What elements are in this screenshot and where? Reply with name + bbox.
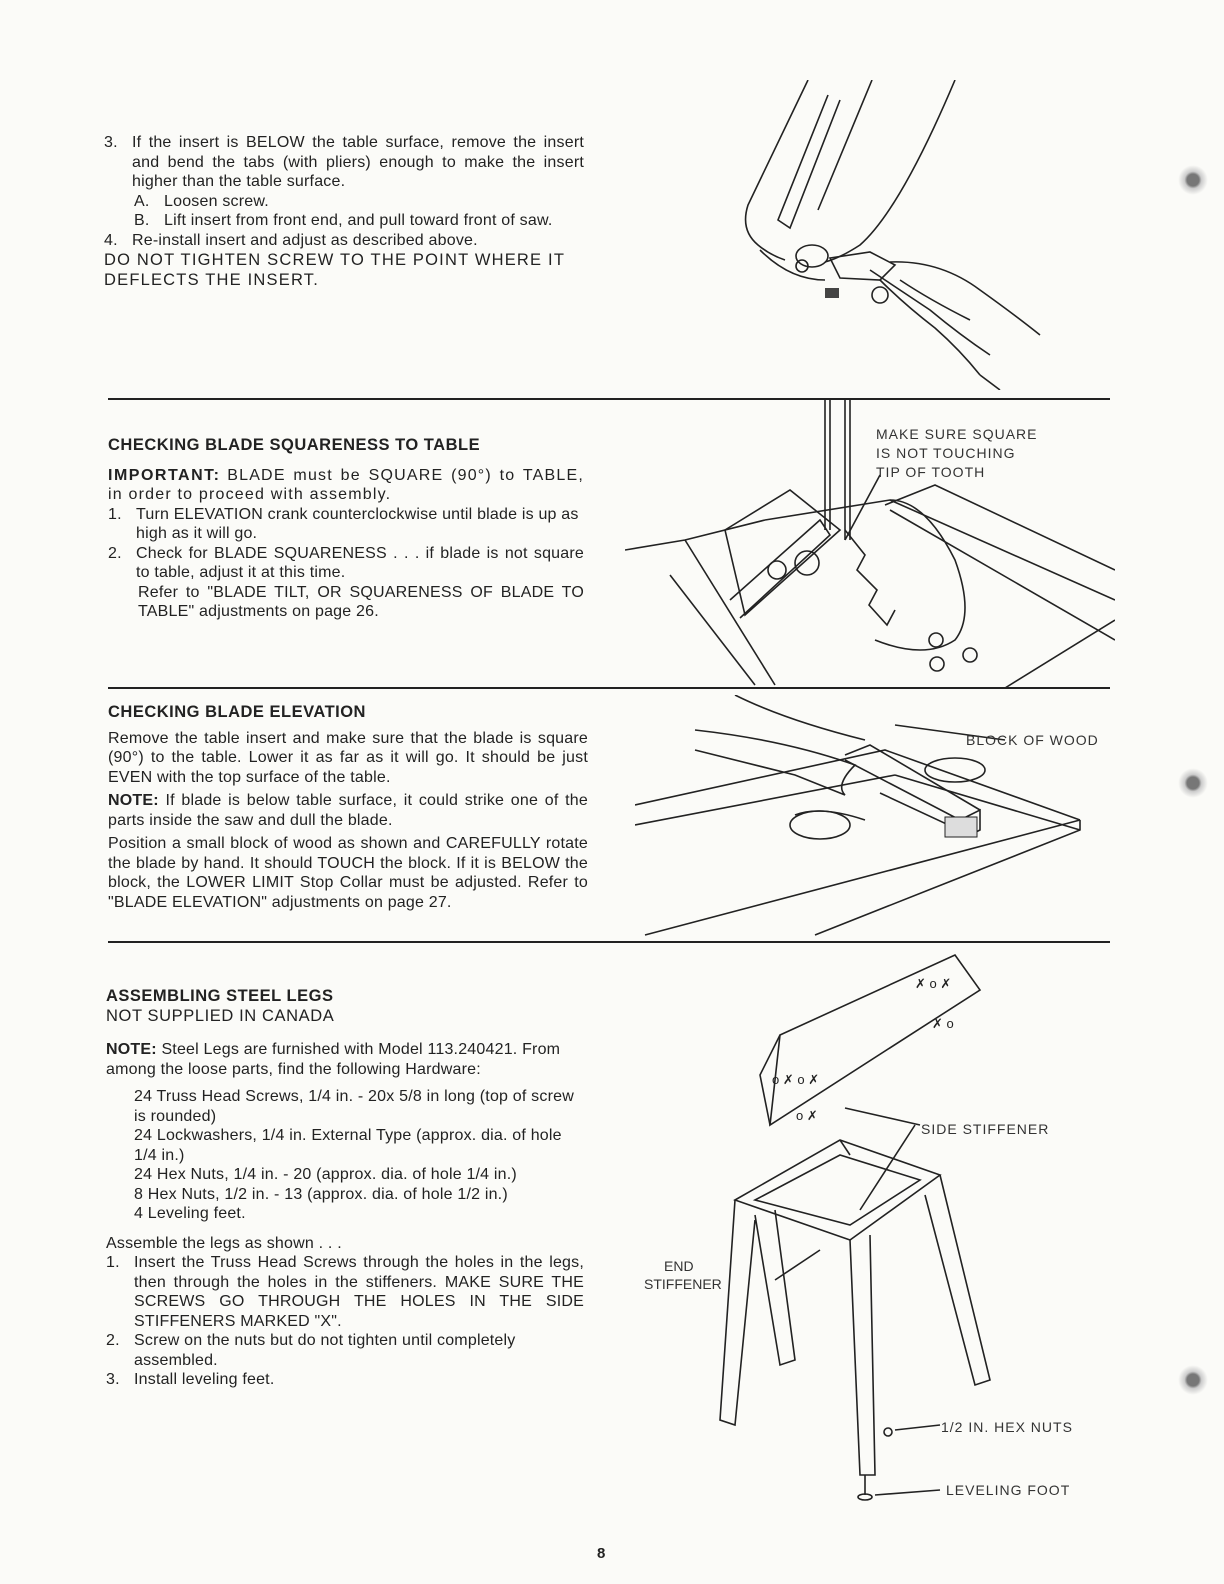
hex-nuts-label: 1/2 IN. HEX NUTS [941,1419,1073,1435]
step-number: 2. [106,1332,120,1349]
side-stiffener-label: SIDE STIFFENER [921,1121,1050,1137]
note-text: If blade is below table surface, it could strike one of the parts inside the saw and dull the blade. [108,792,588,829]
step-1 [108,505,584,544]
note [108,791,588,830]
substep-letter: B. [134,212,150,229]
step-text: Re-install insert and adjust as described above. [132,231,478,249]
blade-square-illustration [625,400,1115,688]
important-label: IMPORTANT: [108,466,221,484]
blade-elevation-section [108,703,588,912]
paragraph-1: Remove the table insert and make sure that the blade is square (90°) to the table. Lower it as far as it will go. It should be just EVEN with the top surface of the table. [108,729,588,786]
paragraph-2: Position a small block of wood as shown and CAREFULLY rotate the blade by hand. It should TOUCH the block. If it is BELOW the block, the LOWER LIMIT Stop Collar must be adjusted. Refer to "BLADE ELEVATION" adjustments on page 27. [108,835,588,911]
insert-instructions [104,133,584,290]
divider-2 [108,687,1110,689]
hardware-list [106,1087,584,1224]
substep-text: Lift insert from front end, and pull toward front of saw. [164,212,553,229]
callout-line-1: MAKE SURE SQUARE [876,426,1038,442]
substep-a [104,192,584,212]
svg-text:✗ o: ✗ o [932,1016,954,1031]
step-4 [104,231,584,251]
step-text: Turn ELEVATION crank counterclockwise until blade is up as high as it will go. [136,505,579,542]
list-item: 24 Hex Nuts, 1/4 in. - 20 (approx. dia. of hole 1/4 in.) [134,1166,517,1183]
step-3 [104,133,584,192]
step-number: 2. [108,544,122,562]
section-heading: ASSEMBLING STEEL LEGS [106,987,334,1005]
blade-squareness-section [108,436,584,622]
note-text: Steel Legs are furnished with Model 113.240421. From among the loose parts, find the following Hardware: [106,1041,561,1078]
note-label: NOTE: [108,792,159,809]
substep-text: Loosen screw. [164,192,269,210]
block-of-wood-label: BLOCK OF WOOD [966,732,1099,748]
step-text: Screw on the nuts but do not tighten until completely assembled. [134,1332,516,1369]
section-heading: CHECKING BLADE SQUARENESS TO TABLE [108,436,481,454]
step-number: 4. [104,231,118,249]
step-text: If the insert is BELOW the table surface, remove the insert and bend the tabs (with pliers) enough to make the insert higher than the table surface. [132,134,584,190]
svg-text:o ✗ o ✗: o ✗ o ✗ [772,1072,820,1087]
svg-text:✗ o ✗: ✗ o ✗ [915,976,952,991]
substep-b [104,211,584,231]
step-2 [108,544,584,583]
refer-text: Refer to "BLADE TILT, OR SQUARENESS OF BLADE TO TABLE" adjustments on page 26. [138,583,584,620]
step-2 [106,1331,584,1370]
callout-line-2: IS NOT TOUCHING [876,445,1016,461]
note-label: NOTE: [106,1041,157,1058]
step-number: 1. [106,1254,120,1271]
steel-legs-section [106,987,584,1390]
step-3 [106,1370,584,1390]
page-number: 8 [597,1545,606,1562]
note [106,1040,584,1079]
substep-letter: A. [134,192,150,210]
end-stiffener-label [644,1257,722,1293]
warning-text: DO NOT TIGHTEN SCREW TO THE POINT WHERE IT DEFLECTS THE INSERT. [104,251,565,289]
step-number: 3. [106,1371,120,1388]
list-item: 24 Lockwashers, 1/4 in. External Type (approx. dia. of hole 1/4 in.) [134,1127,562,1164]
step-1 [106,1253,584,1331]
end-stiffener-line-1: END [664,1258,694,1274]
pliers-insert-illustration [730,80,1050,390]
leveling-foot-label: LEVELING FOOT [946,1482,1071,1498]
binder-hole-middle [1178,768,1208,798]
list-item: 24 Truss Head Screws, 1/4 in. - 20x 5/8 in long (top of screw is rounded) [134,1088,574,1125]
step-text: Check for BLADE SQUARENESS . . . if blade is not square to table, adjust it at this time. [136,544,584,581]
list-item: 8 Hex Nuts, 1/2 in. - 13 (approx. dia. of hole 1/2 in.) [134,1185,508,1203]
step-text: Install leveling feet. [134,1371,275,1388]
assemble-intro: Assemble the legs as shown . . . [106,1234,342,1252]
step-number: 3. [104,134,118,151]
list-item: 4 Leveling feet. [134,1205,246,1222]
binder-hole-top [1178,165,1208,195]
svg-text:o ✗: o ✗ [796,1108,818,1123]
important-note [108,466,584,505]
binder-hole-bottom [1178,1365,1208,1395]
section-heading: CHECKING BLADE ELEVATION [108,703,366,721]
section-subheading: NOT SUPPLIED IN CANADA [106,1006,335,1025]
square-callout [876,425,1037,482]
step-number: 1. [108,505,122,523]
step-text: Insert the Truss Head Screws through the holes in the legs, then through the holes in the stiffeners. MAKE SURE THE SCREWS GO THROUGH THE HOLES IN THE SIDE STIFFENERS MARKED "X". [134,1254,584,1330]
important-text: BLADE must be SQUARE (90°) to TABLE, in order to proceed with assembly. [108,466,584,503]
callout-line-3: TIP OF TOOTH [876,464,986,480]
end-stiffener-line-2: STIFFENER [644,1276,722,1292]
divider-3 [108,941,1110,943]
